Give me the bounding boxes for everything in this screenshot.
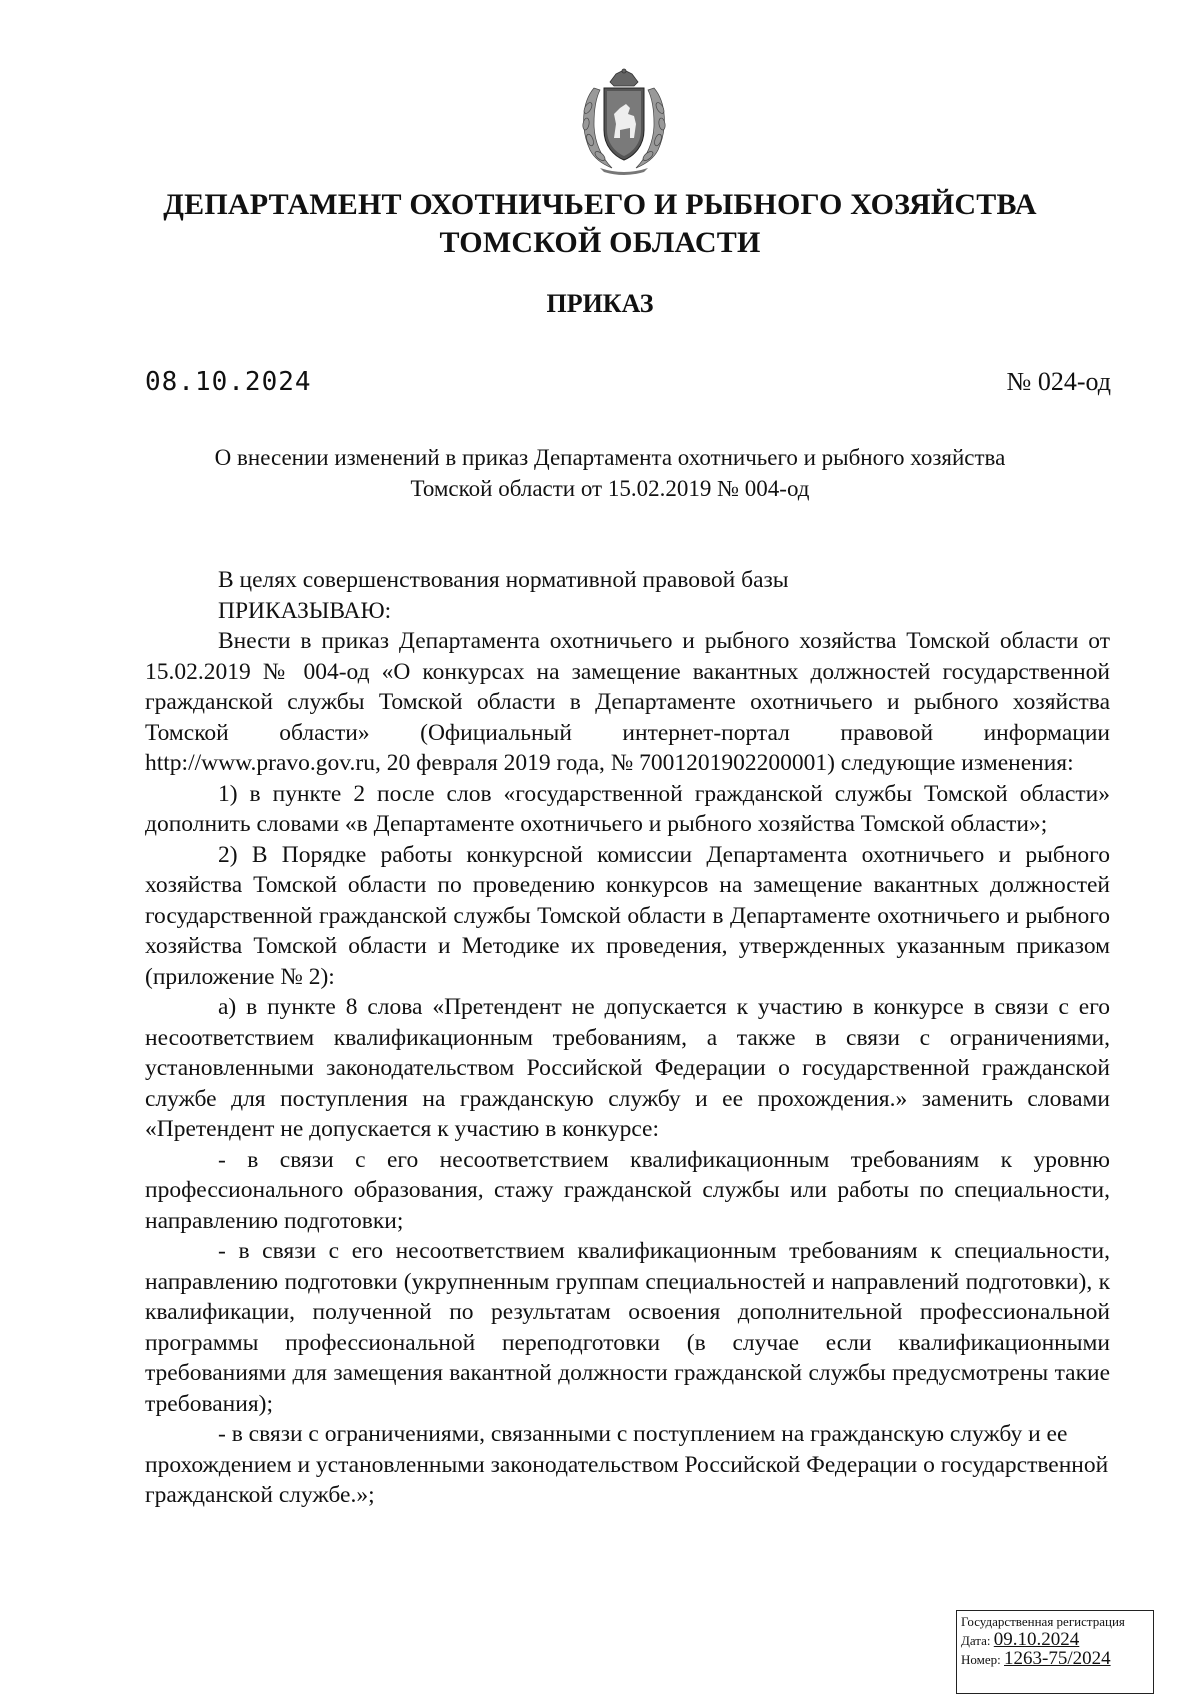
paragraph-preamble: В целях совершенствования нормативной правовой базы bbox=[218, 567, 789, 593]
paragraph-dash-3: - в связи с ограничениями, связанными с поступлением на гражданскую службу и ее прохождением и установленными законодательством Российской Федерации о государственной гражданской службе.»; bbox=[145, 1421, 1109, 1508]
document-subject bbox=[150, 442, 1070, 504]
document-body bbox=[145, 565, 1110, 1511]
registration-number-value: 1263-75/2024 bbox=[1004, 1648, 1111, 1669]
subject-line1: О внесении изменений в приказ Департамента охотничьего и рыбного хозяйства bbox=[214, 445, 1006, 470]
paragraph-order: ПРИКАЗЫВАЮ: bbox=[218, 597, 392, 624]
paragraph-item-2: 2) В Порядке работы конкурсной комиссии Департамента охотничьего и рыбного хозяйства Томской области по проведению конкурсов на замещение вакантных должностей государственной гражданской службы Томской области в Департаменте охотничьего и рыбного хозяйства Томской области и Методике их проведения, утвержденных указанным приказом (приложение № 2): bbox=[145, 841, 1110, 990]
paragraph-item-1: 1) в пункте 2 после слов «государственной гражданской службы Томской области» дополнить словами «в Департаменте охотничьего и рыбного хозяйства Томской области»; bbox=[145, 780, 1110, 837]
paragraph-item-2a: а) в пункте 8 слова «Претендент не допускается к участию в конкурсе в связи с его несоответствием квалификационным требованиям, а также в связи с ограничениями, установленными законодательством Российской Федерации о государственной гражданской службе для поступления на гражданскую службу и ее прохождения.» заменить словами «Претендент не допускается к участию в конкурсе: bbox=[145, 994, 1110, 1142]
registration-number-row bbox=[961, 1650, 1149, 1669]
document-type: ПРИКАЗ bbox=[546, 289, 654, 318]
paragraph-dash-1: - в связи с его несоответствием квалификационным требованиям к уровню профессионального образования, стажу гражданской службы или работы по специальности, направлению подготовки; bbox=[145, 1146, 1110, 1234]
document-number: № 024-од bbox=[1006, 367, 1111, 396]
organization-name-line1: ДЕПАРТАМЕНТ ОХОТНИЧЬЕГО И РЫБНОГО ХОЗЯЙСТВА bbox=[163, 188, 1037, 221]
organization-name bbox=[100, 186, 1100, 262]
organization-name-line2: ТОМСКОЙ ОБЛАСТИ bbox=[439, 226, 761, 259]
registration-stamp bbox=[956, 1610, 1154, 1694]
subject-line2: Томской области от 15.02.2019 № 004-од bbox=[410, 476, 810, 501]
document-date: 08.10.2024 bbox=[145, 367, 312, 397]
registration-date-label: Дата: bbox=[961, 1633, 991, 1648]
paragraph-main: Внести в приказ Департамента охотничьего и рыбного хозяйства Томской области от 15.02.2019 № 004-од «О конкурсах на замещение вакантных должностей государственной гражданской службы Томской области в Департаменте охотничьего и рыбного хозяйства Томской области» (Официальный интернет-портал правовой информации http://www.pravo.gov.ru, 20 февраля 2019 года, № 7001201902200001) следующие изменения: bbox=[145, 628, 1110, 776]
registration-date-value: 09.10.2024 bbox=[993, 1629, 1080, 1650]
paragraph-dash-2: - в связи с его несоответствием квалификационным требованиям к специальности, направлению подготовки (укрупненным группам специальностей и направлений подготовки), к квалификации, полученной по результатам освоения дополнительной профессиональной программы профессиональной переподготовки (в случае если квалификационными требованиями для замещения вакантной должности гражданской службы предусмотрены такие требования); bbox=[145, 1238, 1110, 1417]
registration-title: Государственная регистрация bbox=[961, 1614, 1125, 1629]
registration-number-label: Номер: bbox=[961, 1652, 1001, 1667]
tomsk-region-coat-of-arms-icon bbox=[564, 68, 684, 176]
